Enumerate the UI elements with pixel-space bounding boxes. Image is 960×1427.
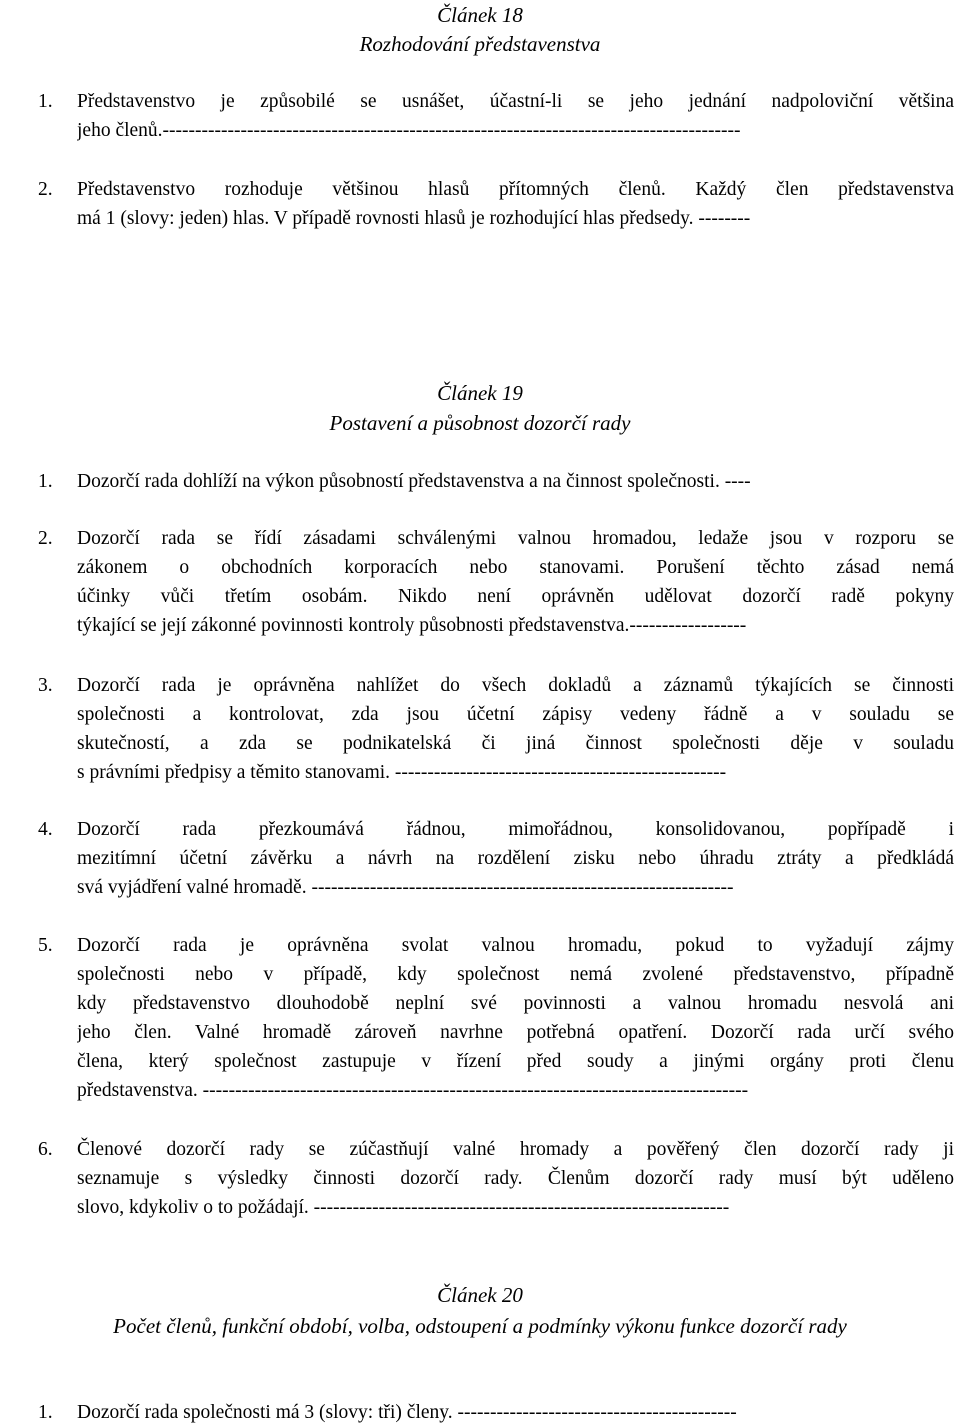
paragraph-line: Dozorčí rada je oprávněna svolat valnou hromadu, pokud to vyžadují zájmy <box>77 935 954 956</box>
article-20-paragraph-1 <box>38 1398 954 1427</box>
paragraph-line: člena, který společnost zastupuje v řízení před soudy a jinými orgány proti členu <box>77 1051 954 1072</box>
article-18-paragraph-1 <box>38 87 954 145</box>
paragraph-line: slovo, kdykoliv o to požádají. ---------------------------------------------------------------- <box>77 1197 730 1218</box>
article-19-paragraph-2 <box>38 524 954 640</box>
article-19-paragraph-4 <box>38 815 954 902</box>
paragraph-line: kdy představenstvo dlouhodobě neplní své povinnosti a valnou hromadu nesvolá ani <box>77 993 954 1014</box>
paragraph-line: jeho členů.----------------------------------------------------------------------------------------- <box>77 120 741 141</box>
paragraph-line: Dozorčí rada dohlíží na výkon působností představenstva a na činnost společnosti. ---- <box>77 471 751 492</box>
paragraph-line: účinky vůči třetím osobám. Nikdo není oprávněn udělovat dozorčí radě pokyny <box>77 586 954 607</box>
paragraph-line: Dozorčí rada se řídí zásadami schválenými valnou hromadou, ledaže jsou v rozporu se <box>77 528 954 549</box>
paragraph-number: 5. <box>38 935 53 956</box>
paragraph-line: seznamuje s výsledky činnosti dozorčí rady. Členům dozorčí rady musí být uděleno <box>77 1168 954 1189</box>
paragraph-line: představenstva. ------------------------------------------------------------------------------------ <box>77 1080 749 1101</box>
paragraph-line: zákonem o obchodních korporacích nebo stanovami. Porušení těchto zásad nemá <box>77 557 954 578</box>
paragraph-line: Členové dozorčí rady se zúčastňují valné hromady a pověřený člen dozorčí rady ji <box>77 1139 954 1160</box>
paragraph-number: 4. <box>38 819 53 840</box>
article-19-subtitle: Postavení a působnost dozorčí rady <box>329 411 631 435</box>
paragraph-line: společnosti nebo v případě, kdy společnost nemá zvolené představenstvo, případně <box>77 964 954 985</box>
paragraph-line: jeho člen. Valné hromadě zároveň navrhne potřebná opatření. Dozorčí rada určí svého <box>77 1022 954 1043</box>
paragraph-line: Představenstvo je způsobilé se usnášet, účastní-li se jeho jednání nadpoloviční většina <box>77 91 954 112</box>
article-19-title: Článek 19 <box>437 381 523 405</box>
paragraph-line: týkající se její zákonné povinnosti kontroly působnosti představenstva.------------------ <box>77 615 747 636</box>
paragraph-number: 3. <box>38 675 53 696</box>
paragraph-number: 1. <box>38 471 53 492</box>
paragraph-number: 1. <box>38 1402 53 1423</box>
paragraph-line: Dozorčí rada je oprávněna nahlížet do všech dokladů a záznamů týkajících se činnosti <box>77 675 954 696</box>
article-18-paragraph-2 <box>38 175 954 233</box>
paragraph-number: 2. <box>38 179 53 200</box>
paragraph-line: svá vyjádření valné hromadě. ----------------------------------------------------------------- <box>77 877 734 898</box>
article-20-title: Článek 20 <box>437 1283 523 1307</box>
paragraph-line: má 1 (slovy: jeden) hlas. V případě rovnosti hlasů je rozhodující hlas předsedy. -------- <box>77 208 751 229</box>
article-19-paragraph-1 <box>38 467 954 496</box>
paragraph-number: 6. <box>38 1139 53 1160</box>
article-19-paragraph-3 <box>38 671 954 787</box>
paragraph-number: 1. <box>38 91 53 112</box>
paragraph-line: Dozorčí rada společnosti má 3 (slovy: tři) členy. ------------------------------------------- <box>77 1402 737 1423</box>
article-19-paragraph-5 <box>38 931 954 1105</box>
paragraph-line: Dozorčí rada přezkoumává řádnou, mimořádnou, konsolidovanou, popřípadě i <box>77 819 954 840</box>
article-20-subtitle: Počet členů, funkční období, volba, odstoupení a podmínky výkonu funkce dozorčí rady <box>113 1314 847 1338</box>
article-18-subtitle: Rozhodování představenstva <box>359 32 601 56</box>
paragraph-line: Představenstvo rozhoduje většinou hlasů přítomných členů. Každý člen představenstva <box>77 179 954 200</box>
paragraph-line: skutečností, a zda se podnikatelská či jiná činnost společnosti děje v souladu <box>77 733 954 754</box>
paragraph-line: s právními předpisy a těmito stanovami. --------------------------------------------------- <box>77 762 727 783</box>
paragraph-line: mezitímní účetní závěrku a návrh na rozdělení zisku nebo úhradu ztráty a předkládá <box>77 848 954 869</box>
article-18-title: Článek 18 <box>437 3 523 27</box>
paragraph-number: 2. <box>38 528 53 549</box>
article-19-paragraph-6 <box>38 1135 954 1222</box>
paragraph-line: společnosti a kontrolovat, zda jsou účetní zápisy vedeny řádně a v souladu se <box>77 704 954 725</box>
